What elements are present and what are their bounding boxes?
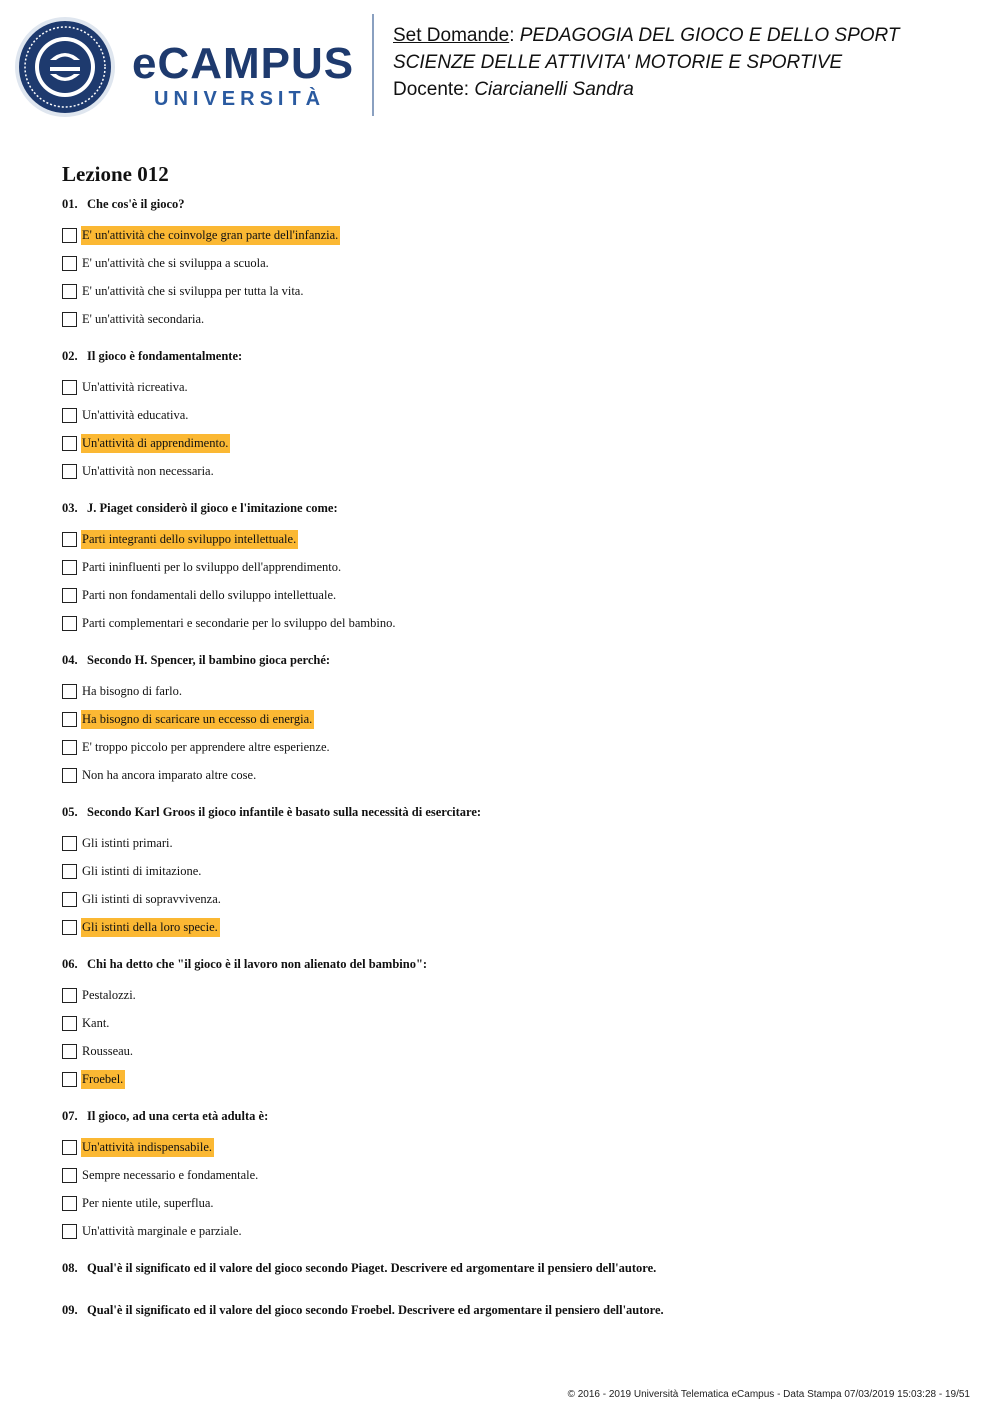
question-number: 01. <box>62 197 78 211</box>
answer-option[interactable] <box>62 829 942 857</box>
answer-checkbox[interactable] <box>62 920 77 935</box>
answer-checkbox[interactable] <box>62 684 77 699</box>
answer-option[interactable] <box>62 221 942 249</box>
brand-wordmark <box>132 39 355 111</box>
answer-checkbox[interactable] <box>62 1168 77 1183</box>
answer-checkbox[interactable] <box>62 836 77 851</box>
answer-option[interactable] <box>62 305 942 333</box>
answer-checkbox[interactable] <box>62 560 77 575</box>
answer-text: Ha bisogno di farlo. <box>82 683 182 698</box>
header-divider <box>372 14 374 116</box>
answer-option[interactable] <box>62 1065 942 1093</box>
answer-text: Parti complementari e secondarie per lo sviluppo del bambino. <box>82 615 396 630</box>
answer-text: E' un'attività che si sviluppa a scuola. <box>82 255 269 270</box>
question-number: 03. <box>62 501 78 515</box>
answer-checkbox[interactable] <box>62 740 77 755</box>
question-text <box>62 499 942 517</box>
question <box>62 1107 942 1245</box>
answer-option[interactable] <box>62 885 942 913</box>
answer-text: Un'attività non necessaria. <box>82 463 214 478</box>
question-number: 08. <box>62 1261 78 1275</box>
answer-checkbox[interactable] <box>62 988 77 1003</box>
lesson-title: Lezione 012 <box>62 162 169 186</box>
question-label: Il gioco, ad una certa età adulta è: <box>87 1109 269 1123</box>
teacher-label: Docente: <box>393 79 475 100</box>
answer-text: Rousseau. <box>82 1043 134 1058</box>
question-text <box>62 1107 942 1125</box>
answer-text: Un'attività marginale e parziale. <box>82 1223 242 1238</box>
answer-text: Gli istinti di sopravvivenza. <box>82 891 221 906</box>
question-label: Secondo Karl Groos il gioco infantile è basato sulla necessità di esercitare: <box>87 805 482 819</box>
question-number: 02. <box>62 349 78 363</box>
answer-option[interactable] <box>62 277 942 305</box>
brand-name: eCAMPUS <box>132 39 355 88</box>
answer-text: Non ha ancora imparato altre cose. <box>82 767 257 782</box>
answer-option[interactable] <box>62 913 942 941</box>
answer-option[interactable] <box>62 705 942 733</box>
answer-option[interactable] <box>62 1189 942 1217</box>
answer-checkbox[interactable] <box>62 1224 77 1239</box>
question-label: Qual'è il significato ed il valore del gioco secondo Piaget. Descrivere ed argomentare il pensiero dell'autore. <box>87 1261 657 1275</box>
university-seal-icon <box>14 16 116 118</box>
answer-option[interactable] <box>62 401 942 429</box>
answer-option[interactable] <box>62 761 942 789</box>
answer-checkbox[interactable] <box>62 768 77 783</box>
answer-text-highlighted: Froebel. <box>81 1070 125 1089</box>
answer-text-highlighted: Un'attività indispensabile. <box>81 1138 214 1157</box>
answer-checkbox[interactable] <box>62 228 77 243</box>
answer-text: Sempre necessario e fondamentale. <box>82 1167 259 1182</box>
quiz-content <box>62 160 942 1343</box>
open-questions-list <box>62 1259 942 1319</box>
question <box>62 195 942 333</box>
answer-checkbox[interactable] <box>62 616 77 631</box>
answer-option[interactable] <box>62 429 942 457</box>
question-label: Chi ha detto che "il gioco è il lavoro non alienato del bambino": <box>87 957 428 971</box>
page-header <box>0 0 1000 130</box>
answer-option[interactable] <box>62 1217 942 1245</box>
answer-text: Pestalozzi. <box>82 987 136 1002</box>
page-footer: © 2016 - 2019 Università Telematica eCampus - Data Stampa 07/03/2019 15:03:28 - 19/51 <box>567 1389 970 1400</box>
brand-subtitle: UNIVERSITÀ <box>154 88 326 110</box>
answer-option[interactable] <box>62 677 942 705</box>
answer-text: Kant. <box>82 1015 110 1030</box>
question-label: Qual'è il significato ed il valore del gioco secondo Froebel. Descrivere ed argomentare il pensiero dell'autore. <box>87 1303 664 1317</box>
question-text <box>62 803 942 821</box>
answer-text-highlighted: E' un'attività che coinvolge gran parte dell'infanzia. <box>81 226 340 245</box>
question-text <box>62 195 942 213</box>
answer-text: Un'attività educativa. <box>82 407 189 422</box>
answer-text: E' un'attività che si sviluppa per tutta la vita. <box>82 283 304 298</box>
answer-text: Gli istinti primari. <box>82 835 173 850</box>
answer-checkbox[interactable] <box>62 464 77 479</box>
question-text <box>62 955 942 973</box>
answer-text: Un'attività ricreativa. <box>82 379 188 394</box>
question-label: Secondo H. Spencer, il bambino gioca perché: <box>87 653 331 667</box>
answer-checkbox[interactable] <box>62 408 77 423</box>
answer-text-highlighted: Gli istinti della loro specie. <box>81 918 220 937</box>
set-info <box>393 22 900 103</box>
question-label: Che cos'è il gioco? <box>87 197 185 211</box>
open-question <box>62 1259 942 1277</box>
answer-text: Parti ininfluenti per lo sviluppo dell'apprendimento. <box>82 559 342 574</box>
answer-text: E' troppo piccolo per apprendere altre esperienze. <box>82 739 330 754</box>
set-title: PEDAGOGIA DEL GIOCO E DELLO SPORT <box>519 25 900 46</box>
answer-option[interactable] <box>62 525 942 553</box>
answer-checkbox[interactable] <box>62 1196 77 1211</box>
question-number: 04. <box>62 653 78 667</box>
answer-option[interactable] <box>62 1009 942 1037</box>
answer-checkbox[interactable] <box>62 256 77 271</box>
questions-list <box>62 195 942 1245</box>
set-label: Set Domande <box>393 25 510 46</box>
open-question <box>62 1301 942 1319</box>
answer-checkbox[interactable] <box>62 1044 77 1059</box>
answer-option[interactable] <box>62 733 942 761</box>
question-label: J. Piaget considerò il gioco e l'imitazione come: <box>87 501 338 515</box>
answer-option[interactable] <box>62 857 942 885</box>
question <box>62 803 942 941</box>
answer-option[interactable] <box>62 553 942 581</box>
question-text <box>62 651 942 669</box>
answer-checkbox[interactable] <box>62 436 77 451</box>
question <box>62 955 942 1093</box>
question-number: 09. <box>62 1303 78 1317</box>
answer-checkbox[interactable] <box>62 380 77 395</box>
answer-checkbox[interactable] <box>62 712 77 727</box>
question <box>62 347 942 485</box>
answer-text: Gli istinti di imitazione. <box>82 863 202 878</box>
answer-checkbox[interactable] <box>62 532 77 547</box>
question-number: 07. <box>62 1109 78 1123</box>
answer-text-highlighted: Parti integranti dello sviluppo intellettuale. <box>81 530 298 549</box>
question <box>62 499 942 637</box>
answer-text: Per niente utile, superflua. <box>82 1195 214 1210</box>
question-number: 05. <box>62 805 78 819</box>
answer-option[interactable] <box>62 457 942 485</box>
answer-text-highlighted: Un'attività di apprendimento. <box>81 434 230 453</box>
answer-checkbox[interactable] <box>62 1072 77 1087</box>
ecampus-logo <box>14 16 374 116</box>
question-text <box>62 347 942 365</box>
question <box>62 651 942 789</box>
answer-checkbox[interactable] <box>62 1016 77 1031</box>
answer-checkbox[interactable] <box>62 892 77 907</box>
answer-option[interactable] <box>62 1133 942 1161</box>
teacher-line <box>393 76 900 103</box>
answer-checkbox[interactable] <box>62 284 77 299</box>
answer-checkbox[interactable] <box>62 588 77 603</box>
answer-text: E' un'attività secondaria. <box>82 311 205 326</box>
answer-option[interactable] <box>62 981 942 1009</box>
answer-option[interactable] <box>62 609 942 637</box>
answer-checkbox[interactable] <box>62 312 77 327</box>
answer-text-highlighted: Ha bisogno di scaricare un eccesso di energia. <box>81 710 314 729</box>
answer-option[interactable] <box>62 249 942 277</box>
set-title-line2: SCIENZE DELLE ATTIVITA' MOTORIE E SPORTIVE <box>393 52 843 73</box>
answer-option[interactable] <box>62 1037 942 1065</box>
answer-option[interactable] <box>62 373 942 401</box>
answer-option[interactable] <box>62 581 942 609</box>
question-label: Il gioco è fondamentalmente: <box>87 349 243 363</box>
answer-checkbox[interactable] <box>62 864 77 879</box>
set-title-line1: Set Domande: PEDAGOGIA DEL GIOCO E DELLO SPORT <box>393 25 900 46</box>
answer-checkbox[interactable] <box>62 1140 77 1155</box>
question-number: 06. <box>62 957 78 971</box>
answer-text: Parti non fondamentali dello sviluppo intellettuale. <box>82 587 337 602</box>
answer-option[interactable] <box>62 1161 942 1189</box>
teacher-name: Ciarcianelli Sandra <box>474 79 634 100</box>
